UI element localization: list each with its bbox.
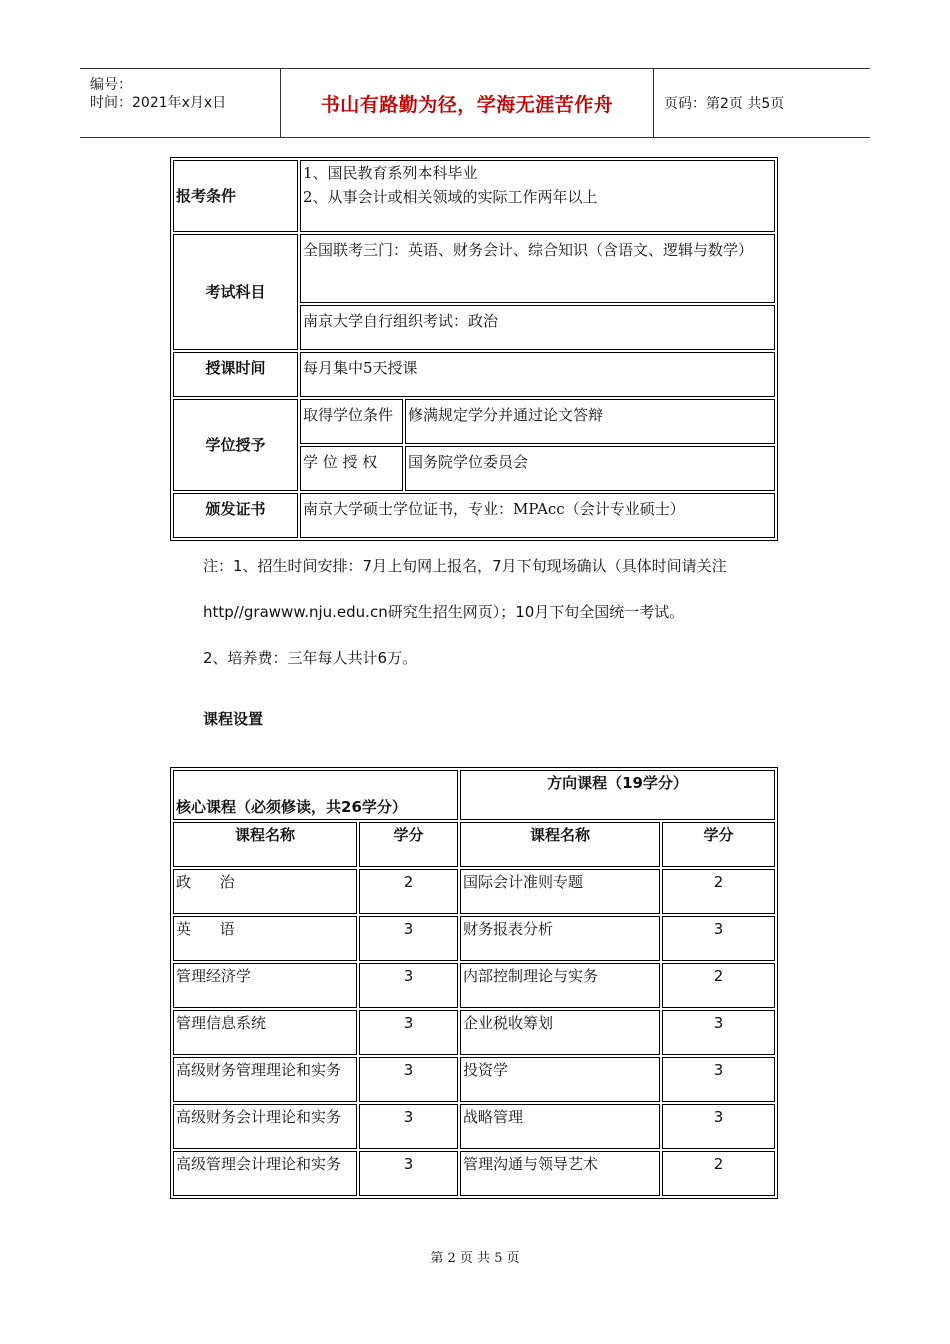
table-row <box>173 869 775 914</box>
core-course-credit: 3 <box>359 1151 458 1196</box>
table-row <box>173 1057 775 1102</box>
table-row <box>173 1010 775 1055</box>
direction-course-credit: 2 <box>662 869 775 914</box>
col-course-name: 课程名称 <box>173 822 357 867</box>
subjects-nju: 南京大学自行组织考试：政治 <box>300 305 775 350</box>
table-row <box>173 234 775 303</box>
direction-course-credit: 2 <box>662 1151 775 1196</box>
core-course-credit: 3 <box>359 963 458 1008</box>
teaching-time-value: 每月集中5天授课 <box>300 352 775 397</box>
core-course-credit: 3 <box>359 1057 458 1102</box>
core-course-header: 核心课程（必须修读，共26学分） <box>173 770 458 820</box>
direction-course-header: 方向课程（19学分） <box>460 770 775 820</box>
subjects-label: 考试科目 <box>173 234 298 350</box>
certificate-value: 南京大学硕士学位证书，专业：MPAcc（会计专业硕士） <box>300 493 775 538</box>
direction-course-name: 企业税收筹划 <box>460 1010 660 1055</box>
page-header <box>80 68 870 138</box>
core-course-name: 管理经济学 <box>173 963 357 1008</box>
core-course-name: 高级财务会计理论和实务 <box>173 1104 357 1149</box>
degree-label: 学位授予 <box>173 399 298 491</box>
core-course-name: 政 治 <box>173 869 357 914</box>
direction-course-name: 投资学 <box>460 1057 660 1102</box>
admission-info-table <box>170 157 778 541</box>
core-course-name: 英 语 <box>173 916 357 961</box>
table-row <box>173 916 775 961</box>
table-header-row <box>173 770 775 820</box>
conditions-label: 报考条件 <box>173 160 298 232</box>
note-line-3: 2、培养费：三年每人共计6万。 <box>203 649 418 667</box>
degree-grant-label: 学 位 授 权 <box>300 446 403 491</box>
header-page-cell <box>654 69 870 137</box>
doc-number-label: 编号： <box>90 77 132 93</box>
condition-1: 1、国民教育系列本科毕业 <box>303 164 478 182</box>
motto-text: 书山有路勤为径，学海无涯苦作舟 <box>320 93 614 116</box>
table-row <box>173 399 775 444</box>
degree-grant-value: 国务院学位委员会 <box>405 446 775 491</box>
core-course-name: 管理信息系统 <box>173 1010 357 1055</box>
table-row <box>173 352 775 397</box>
note-line-2: http//grawww.nju.edu.cn研究生招生网页）；10月下旬全国统一考试。 <box>203 603 685 621</box>
conditions-value <box>300 160 775 232</box>
table-row <box>173 493 775 538</box>
course-table <box>170 767 778 1199</box>
page-footer: 第 2 页 共 5 页 <box>430 1251 520 1266</box>
header-page-number: 页码：第2页 共5页 <box>664 96 785 112</box>
core-course-credit: 3 <box>359 916 458 961</box>
table-row <box>173 160 775 232</box>
direction-course-name: 财务报表分析 <box>460 916 660 961</box>
section-title: 课程设置 <box>203 710 264 728</box>
degree-condition-label: 取得学位条件 <box>300 399 403 444</box>
table-row <box>173 1151 775 1196</box>
col-credit: 学分 <box>359 822 458 867</box>
direction-course-credit: 2 <box>662 963 775 1008</box>
direction-course-name: 国际会计准则专题 <box>460 869 660 914</box>
direction-course-name: 战略管理 <box>460 1104 660 1149</box>
teaching-time-label: 授课时间 <box>173 352 298 397</box>
core-course-credit: 3 <box>359 1104 458 1149</box>
doc-time-label: 时间：2021年x月x日 <box>90 95 227 111</box>
header-motto-cell <box>281 69 654 137</box>
direction-course-credit: 3 <box>662 1104 775 1149</box>
core-course-credit: 3 <box>359 1010 458 1055</box>
col-course-name: 课程名称 <box>460 822 660 867</box>
table-row <box>173 963 775 1008</box>
direction-course-credit: 3 <box>662 1010 775 1055</box>
note-line-1: 注：1、招生时间安排：7月上旬网上报名，7月下旬现场确认（具体时间请关注 <box>203 557 727 575</box>
core-course-name: 高级管理会计理论和实务 <box>173 1151 357 1196</box>
direction-course-name: 管理沟通与领导艺术 <box>460 1151 660 1196</box>
col-credit: 学分 <box>662 822 775 867</box>
table-header-row <box>173 822 775 867</box>
certificate-label: 颁发证书 <box>173 493 298 538</box>
direction-course-credit: 3 <box>662 1057 775 1102</box>
direction-course-name: 内部控制理论与实务 <box>460 963 660 1008</box>
subjects-national: 全国联考三门：英语、财务会计、综合知识（含语文、逻辑与数学） <box>300 234 775 303</box>
degree-condition-value: 修满规定学分并通过论文答辩 <box>405 399 775 444</box>
condition-2: 2、从事会计或相关领域的实际工作两年以上 <box>303 188 598 206</box>
core-course-credit: 2 <box>359 869 458 914</box>
header-info-cell <box>80 69 281 137</box>
core-course-name: 高级财务管理理论和实务 <box>173 1057 357 1102</box>
table-row <box>173 1104 775 1149</box>
direction-course-credit: 3 <box>662 916 775 961</box>
